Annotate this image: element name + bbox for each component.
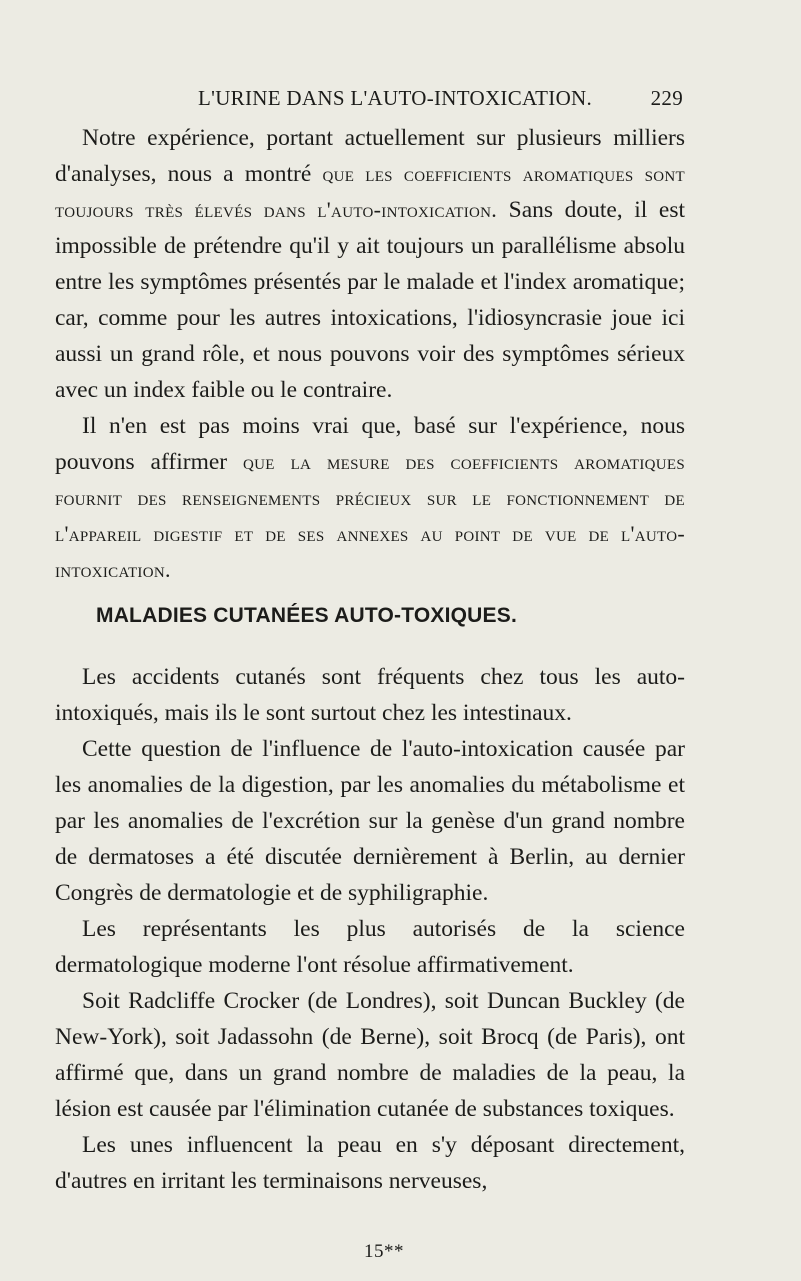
paragraph: Soit Radcliffe Crocker (de Londres), soit Duncan Buckley (de New-York), soit Jadassohn (de Berne), soit Brocq (de Paris), ont affirmé que, dans un grand nombre de maladies de la peau, la lésion est causée par l'élimination cutanée de substances toxiques. bbox=[55, 988, 685, 1122]
paragraph-text: Notre expérience, portant actuellement sur plusieurs milliers d'analyses, nous a montré bbox=[55, 125, 685, 187]
paragraph-text: Sans doute, il est impossible de prétendre qu'il y ait toujours un parallélisme absolu entre les symptômes présentés par le malade et l'index aromatique; car, comme pour les autres intoxications, l'idiosyncrasie joue ici aussi un grand rôle, et nous pouvons voir des symptômes sérieux avec un index faible ou le contraire. bbox=[55, 197, 685, 403]
paragraph-text: Il n'en est pas moins vrai que, basé sur l'expérience, nous pouvons affirmer bbox=[55, 413, 685, 475]
text-block-bottom bbox=[55, 659, 685, 1199]
section-heading: MALADIES CUTANÉES AUTO-TOXIQUES. bbox=[96, 604, 517, 627]
paragraph: Les représentants les plus autorisés de la science dermatologique moderne l'ont résolue affirmativement. bbox=[55, 916, 685, 978]
emphasized-statement: que les coefficients aromatiques sont toujours très élevés dans l'auto-intoxication. bbox=[55, 161, 685, 222]
paragraph bbox=[55, 120, 685, 408]
text-block-top bbox=[55, 120, 685, 588]
page-number: 229 bbox=[650, 86, 683, 110]
paragraph bbox=[55, 408, 685, 588]
running-header bbox=[198, 86, 683, 116]
signature-mark: 15** bbox=[364, 1241, 404, 1262]
paragraph: Les accidents cutanés sont fréquents chez tous les auto-intoxiqués, mais ils le sont surtout chez les intestinaux. bbox=[55, 664, 685, 726]
paragraph: Cette question de l'influence de l'auto-intoxication causée par les anomalies de la digestion, par les anomalies du métabolisme et par les anomalies de l'excrétion sur la genèse d'un grand nombre de dermatoses a été discutée dernièrement à Berlin, au dernier Congrès de dermatologie et de syphiligraphie. bbox=[55, 736, 685, 906]
paragraph: Les unes influencent la peau en s'y déposant directement, d'autres en irritant les terminaisons nerveuses, bbox=[55, 1132, 685, 1194]
running-title: L'URINE DANS L'AUTO-INTOXICATION. bbox=[198, 86, 593, 110]
emphasized-statement: que la mesure des coefficients aromatiques fournit des renseignements précieux sur le fonctionnement de l'appareil digestif et de ses annexes au point de vue de l'auto-intoxication. bbox=[55, 449, 685, 582]
